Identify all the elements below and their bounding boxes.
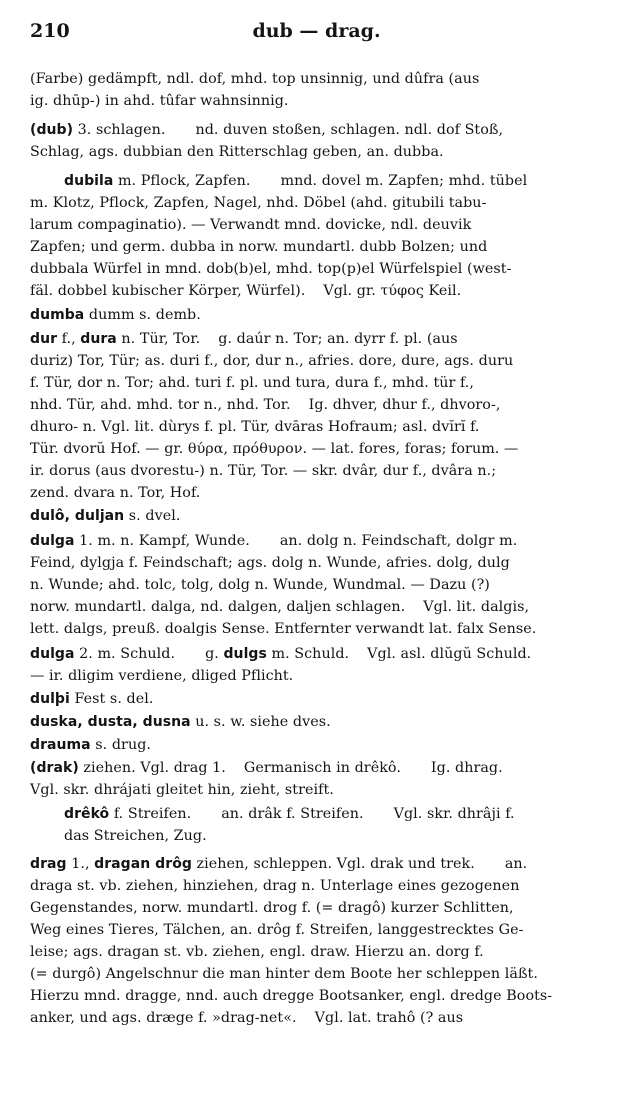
text-line-l06 bbox=[30, 192, 486, 214]
line-text: anker, und ags. dræge f. »drag-net«. bbox=[30, 1010, 297, 1026]
text-line-l30 bbox=[30, 734, 151, 756]
text-line-l04 bbox=[30, 141, 444, 163]
line-text: g. bbox=[205, 646, 224, 662]
headword: duska, dusta, dusna bbox=[30, 714, 191, 730]
line-text: mnd. dovel m. Zapfen; mhd. tübel bbox=[280, 173, 528, 189]
line-text: Vgl. lat. trahô (? aus bbox=[314, 1010, 464, 1026]
page-header bbox=[30, 20, 603, 44]
text-line-l23 bbox=[30, 574, 490, 596]
text-line-l20 bbox=[30, 505, 180, 527]
line-text: Zapfen; und germ. dubba in norw. mundartl. dubb Bolzen; und bbox=[30, 239, 488, 255]
line-text: Vgl. skr. dhrâji f. bbox=[393, 806, 515, 822]
headword: dulô, duljan bbox=[30, 508, 125, 524]
headword: dur bbox=[30, 331, 58, 347]
line-text: an. drâk f. Streifen. bbox=[221, 806, 364, 822]
line-text: g. daúr n. Tor; an. dyrr f. pl. (aus bbox=[218, 331, 458, 347]
text-line-l15 bbox=[30, 394, 500, 416]
line-text: f. Tür, dor n. Tor; ahd. turi f. pl. und tura, dura f., mhd. tür f., bbox=[30, 375, 474, 391]
text-line-l11 bbox=[30, 304, 201, 326]
headword: dulþi bbox=[30, 691, 70, 707]
text-line-l34 bbox=[64, 825, 207, 847]
line-text: m. Pflock, Zapfen. bbox=[113, 173, 251, 189]
line-text: nd. duven stoßen, schlagen. ndl. dof Stoß, bbox=[195, 122, 504, 138]
line-text: Feind, dylgja f. Feindschaft; ags. dolg n. Wunde, afries. dolg, dulg bbox=[30, 555, 510, 571]
line-text: Ig. dhver, dhur f., dhvoro-, bbox=[308, 397, 501, 413]
line-text: (= durgô) Angelschnur die man hinter dem Boote her schleppen läßt. bbox=[30, 966, 538, 982]
running-title: dub — drag. bbox=[252, 20, 381, 42]
text-line-l37 bbox=[30, 897, 514, 919]
line-text: Hierzu mnd. dragge, nnd. auch dregge Bootsanker, engl. dredge Boots- bbox=[30, 988, 553, 1004]
text-line-l38 bbox=[30, 919, 524, 941]
line-text: Germanisch in drêkô. bbox=[243, 760, 401, 776]
text-line-l10 bbox=[30, 280, 461, 302]
text-line-l36 bbox=[30, 875, 519, 897]
line-text: lett. dalgs, preuß. doalgis Sense. Entfernter verwandt lat. falx Sense. bbox=[30, 621, 537, 637]
line-text: duriz) Tor, Tür; as. duri f., dor, dur n., afries. dore, dure, ags. duru bbox=[30, 353, 514, 369]
text-line-l17 bbox=[30, 438, 518, 460]
line-text: ig. dhūp-) in ahd. tûfar wahnsinnig. bbox=[30, 93, 289, 109]
line-text: Ig. dhrag. bbox=[430, 760, 503, 776]
text-line-l22 bbox=[30, 552, 510, 574]
line-text: f. Streifen. bbox=[109, 806, 192, 822]
text-line-l26 bbox=[30, 643, 531, 665]
text-line-l41 bbox=[30, 985, 552, 1007]
headword: drag bbox=[30, 856, 67, 872]
text-line-l18 bbox=[30, 460, 496, 482]
text-line-l03 bbox=[30, 119, 503, 141]
line-text: dhuro- n. Vgl. lit. dùrys f. pl. Tür, dvāras Hofraum; asl. dvĭrĭ f. bbox=[30, 419, 480, 435]
line-text: draga st. vb. ziehen, hinziehen, drag n. Unterlage eines gezogenen bbox=[30, 878, 520, 894]
line-text: m. Klotz, Pflock, Zapfen, Nagel, nhd. Döbel (ahd. gitubili tabu- bbox=[30, 195, 487, 211]
text-line-l19 bbox=[30, 482, 200, 504]
text-line-l08 bbox=[30, 236, 487, 258]
line-text: nhd. Tür, ahd. mhd. tor n., nhd. Tor. bbox=[30, 397, 291, 413]
text-line-l42 bbox=[30, 1007, 463, 1029]
text-line-l12 bbox=[30, 328, 458, 350]
line-text: Vgl. lit. dalgis, bbox=[423, 599, 530, 615]
line-text: s. dvel. bbox=[124, 508, 181, 524]
headword: dura bbox=[80, 331, 117, 347]
line-text: an. dolg n. Feindschaft, dolgr m. bbox=[279, 533, 518, 549]
text-line-l32 bbox=[30, 779, 334, 801]
line-text: larum compaginatio). — Verwandt mnd. dovicke, ndl. deuvik bbox=[30, 217, 472, 233]
line-text: an. bbox=[504, 856, 528, 872]
text-line-l31 bbox=[30, 757, 503, 779]
text-line-l28 bbox=[30, 688, 153, 710]
text-line-l29 bbox=[30, 711, 331, 733]
text-line-l02 bbox=[30, 90, 289, 112]
line-text: dumm s. demb. bbox=[84, 307, 201, 323]
line-text: Schlag, ags. dubbian den Ritterschlag geben, an. dubba. bbox=[30, 144, 444, 160]
line-text: zend. dvara n. Tor, Hof. bbox=[30, 485, 201, 501]
line-text: 1. m. n. Kampf, Wunde. bbox=[74, 533, 250, 549]
line-text: n. Wunde; ahd. tolc, tolg, dolg n. Wunde, Wundmal. — Dazu (?) bbox=[30, 577, 490, 593]
line-text: (Farbe) gedämpft, ndl. dof, mhd. top unsinnig, und dûfra (aus bbox=[30, 71, 480, 87]
line-text: 1., bbox=[66, 856, 95, 872]
headword: dulga bbox=[30, 533, 75, 549]
line-text: — ir. dligim verdiene, dliged Pflicht. bbox=[30, 668, 294, 684]
line-text: das Streichen, Zug. bbox=[64, 828, 207, 844]
headword: dragan drôg bbox=[94, 856, 192, 872]
line-text: fäl. dobbel kubischer Körper, Würfel). bbox=[30, 283, 306, 299]
headword: dubila bbox=[64, 173, 114, 189]
text-line-l33 bbox=[64, 803, 515, 825]
line-text: 3. schlagen. bbox=[73, 122, 166, 138]
line-text: ziehen, schleppen. Vgl. drak und trek. bbox=[191, 856, 475, 872]
line-text: Vgl. skr. dhrájati gleitet hin, zieht, streift. bbox=[30, 782, 334, 798]
line-text: s. drug. bbox=[90, 737, 151, 753]
text-line-l14 bbox=[30, 372, 474, 394]
text-line-l35 bbox=[30, 853, 527, 875]
line-text: Tür. dvorŭ Hof. — gr. θύρα, πρόθυρον. — lat. fores, foras; forum. — bbox=[30, 441, 519, 457]
line-text: u. s. w. siehe dves. bbox=[190, 714, 331, 730]
text-line-l27 bbox=[30, 665, 293, 687]
text-line-l07 bbox=[30, 214, 471, 236]
line-text: ziehen. Vgl. drag 1. bbox=[78, 760, 226, 776]
line-text: ir. dorus (aus dvorestu-) n. Tür, Tor. — skr. dvâr, dur f., dvâra n.; bbox=[30, 463, 497, 479]
line-text: Weg eines Tieres, Tälchen, an. drôg f. Streifen, langgestrecktes Ge- bbox=[30, 922, 524, 938]
text-line-l09 bbox=[30, 258, 511, 280]
line-text: 2. m. Schuld. bbox=[74, 646, 176, 662]
text-line-l21 bbox=[30, 530, 517, 552]
line-text: m. Schuld. bbox=[266, 646, 350, 662]
headword: dulga bbox=[30, 646, 75, 662]
headword: (drak) bbox=[30, 760, 79, 776]
text-line-l24 bbox=[30, 596, 529, 618]
page-number: 210 bbox=[30, 20, 70, 42]
line-text: f., bbox=[57, 331, 81, 347]
line-text: n. Tür, Tor. bbox=[116, 331, 201, 347]
text-line-l25 bbox=[30, 618, 536, 640]
headword: drêkô bbox=[64, 806, 110, 822]
text-line-l16 bbox=[30, 416, 480, 438]
headword: (dub) bbox=[30, 122, 74, 138]
headword: dumba bbox=[30, 307, 85, 323]
line-text: Vgl. asl. dlŭgŭ Schuld. bbox=[367, 646, 532, 662]
line-text: Gegenstandes, norw. mundartl. drog f. (= dragô) kurzer Schlitten, bbox=[30, 900, 514, 916]
headword: drauma bbox=[30, 737, 91, 753]
text-line-l40 bbox=[30, 963, 538, 985]
text-line-l01 bbox=[30, 68, 479, 90]
line-text: dubbala Würfel in mnd. dob(b)el, mhd. top(p)el Würfelspiel (west- bbox=[30, 261, 512, 277]
text-line-l39 bbox=[30, 941, 484, 963]
line-text: norw. mundartl. dalga, nd. dalgen, daljen schlagen. bbox=[30, 599, 406, 615]
headword: dulgs bbox=[223, 646, 267, 662]
text-line-l13 bbox=[30, 350, 513, 372]
text-line-l05 bbox=[64, 170, 527, 192]
line-text: Vgl. gr. τύφος Keil. bbox=[323, 283, 462, 299]
line-text: leise; ags. dragan st. vb. ziehen, engl. draw. Hierzu an. dorg f. bbox=[30, 944, 484, 960]
line-text: Fest s. del. bbox=[69, 691, 154, 707]
